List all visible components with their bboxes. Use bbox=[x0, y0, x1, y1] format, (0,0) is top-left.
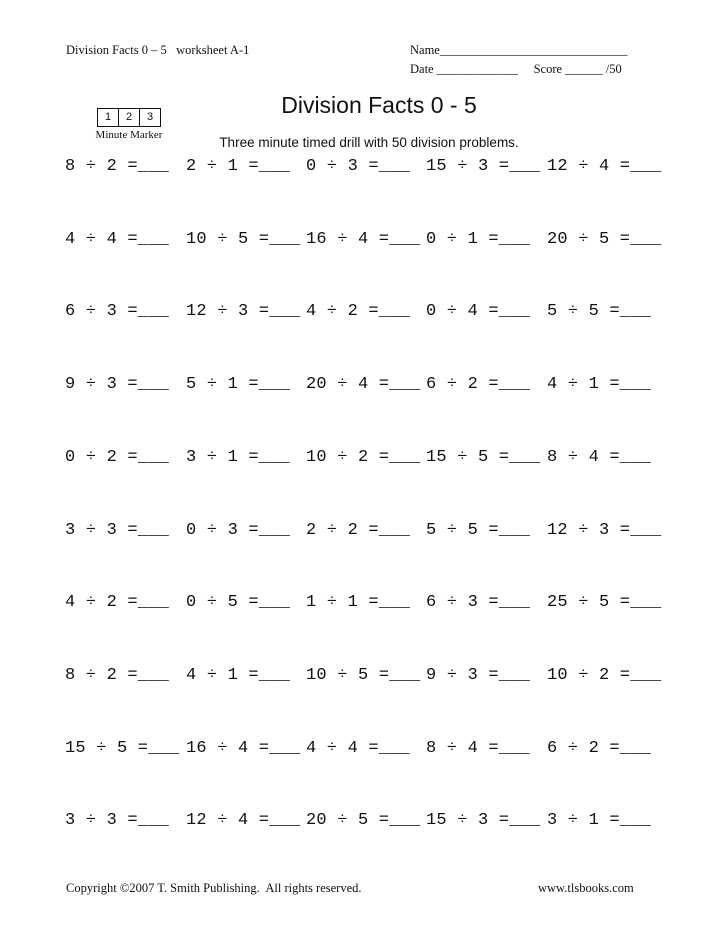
minute-marker-label: Minute Marker bbox=[95, 129, 163, 141]
division-problem: 0 ÷ 3 =___ bbox=[306, 157, 411, 176]
division-problem: 1 ÷ 1 =___ bbox=[306, 593, 411, 613]
division-problem: 12 ÷ 3 =___ bbox=[186, 302, 301, 322]
problem-row bbox=[65, 375, 705, 405]
copyright-notice: Copyright ©2007 T. Smith Publishing. All rights reserved. bbox=[66, 881, 362, 895]
minute-box-2: 2 bbox=[119, 108, 140, 127]
division-problem: 5 ÷ 5 =___ bbox=[426, 520, 531, 540]
division-problem: 3 ÷ 1 =___ bbox=[186, 447, 291, 467]
division-problem: 10 ÷ 5 =___ bbox=[186, 229, 301, 249]
division-problem: 0 ÷ 3 =___ bbox=[186, 520, 291, 540]
division-problem: 2 ÷ 1 =___ bbox=[186, 157, 291, 176]
website-url: www.tlsbooks.com bbox=[538, 881, 634, 895]
division-problem: 12 ÷ 4 =___ bbox=[547, 157, 662, 176]
division-problem: 25 ÷ 5 =___ bbox=[547, 593, 662, 613]
problem-row bbox=[65, 302, 705, 332]
division-problem: 6 ÷ 3 =___ bbox=[65, 302, 170, 322]
division-problem: 20 ÷ 5 =___ bbox=[306, 811, 421, 831]
division-problem: 8 ÷ 4 =___ bbox=[426, 738, 531, 758]
division-problem: 6 ÷ 2 =___ bbox=[426, 375, 531, 395]
division-problem: 5 ÷ 1 =___ bbox=[186, 375, 291, 395]
problem-row bbox=[65, 666, 705, 696]
division-problem: 4 ÷ 4 =___ bbox=[306, 738, 411, 758]
division-problem: 20 ÷ 5 =___ bbox=[547, 229, 662, 249]
division-problem: 4 ÷ 1 =___ bbox=[186, 665, 291, 685]
minute-box-3: 3 bbox=[140, 108, 161, 127]
division-problem: 8 ÷ 2 =___ bbox=[65, 157, 170, 176]
division-problem: 4 ÷ 4 =___ bbox=[65, 229, 170, 249]
division-problem: 0 ÷ 1 =___ bbox=[426, 229, 531, 249]
minute-box-1: 1 bbox=[97, 108, 119, 127]
page-title: Division Facts 0 - 5 bbox=[281, 92, 477, 118]
division-problem: 16 ÷ 4 =___ bbox=[306, 229, 421, 249]
problem-row bbox=[65, 593, 705, 623]
division-problem: 3 ÷ 3 =___ bbox=[65, 811, 170, 831]
problem-row bbox=[65, 448, 705, 478]
division-problem: 9 ÷ 3 =___ bbox=[426, 665, 531, 685]
division-problem: 0 ÷ 2 =___ bbox=[65, 447, 170, 467]
division-problem: 15 ÷ 3 =___ bbox=[426, 157, 541, 176]
division-problem: 4 ÷ 1 =___ bbox=[547, 375, 652, 395]
problem-row bbox=[65, 157, 705, 187]
division-problem: 6 ÷ 2 =___ bbox=[547, 738, 652, 758]
problem-row bbox=[65, 739, 705, 769]
division-problem: 2 ÷ 2 =___ bbox=[306, 520, 411, 540]
division-problem: 3 ÷ 3 =___ bbox=[65, 520, 170, 540]
division-problem: 15 ÷ 3 =___ bbox=[426, 811, 541, 831]
division-problem: 9 ÷ 3 =___ bbox=[65, 375, 170, 395]
division-problem: 20 ÷ 4 =___ bbox=[306, 375, 421, 395]
division-problem: 0 ÷ 5 =___ bbox=[186, 593, 291, 613]
division-problem: 15 ÷ 5 =___ bbox=[65, 738, 180, 758]
division-problem: 8 ÷ 2 =___ bbox=[65, 665, 170, 685]
division-problem: 3 ÷ 1 =___ bbox=[547, 811, 652, 831]
division-problem: 8 ÷ 4 =___ bbox=[547, 447, 652, 467]
division-problem: 10 ÷ 5 =___ bbox=[306, 665, 421, 685]
problem-row bbox=[65, 811, 705, 841]
division-problem: 16 ÷ 4 =___ bbox=[186, 738, 301, 758]
subtitle: Three minute timed drill with 50 division problems. bbox=[219, 135, 519, 150]
page-title-wrap bbox=[0, 92, 728, 119]
division-problem: 4 ÷ 2 =___ bbox=[65, 593, 170, 613]
division-problem: 0 ÷ 4 =___ bbox=[426, 302, 531, 322]
division-problem: 4 ÷ 2 =___ bbox=[306, 302, 411, 322]
problem-row bbox=[65, 521, 705, 551]
name-line: Name______________________________ bbox=[410, 43, 628, 57]
division-problem: 5 ÷ 5 =___ bbox=[547, 302, 652, 322]
problem-row bbox=[65, 230, 705, 260]
division-problem: 10 ÷ 2 =___ bbox=[306, 447, 421, 467]
date-score-line: Date _____________ Score ______ /50 bbox=[410, 62, 622, 76]
division-problem: 6 ÷ 3 =___ bbox=[426, 593, 531, 613]
division-problem: 12 ÷ 4 =___ bbox=[186, 811, 301, 831]
division-problem: 10 ÷ 2 =___ bbox=[547, 665, 662, 685]
worksheet-label: Division Facts 0 – 5 worksheet A-1 bbox=[66, 43, 250, 57]
division-problem: 15 ÷ 5 =___ bbox=[426, 447, 541, 467]
division-problem: 12 ÷ 3 =___ bbox=[547, 520, 662, 540]
subtitle-wrap bbox=[0, 135, 728, 150]
